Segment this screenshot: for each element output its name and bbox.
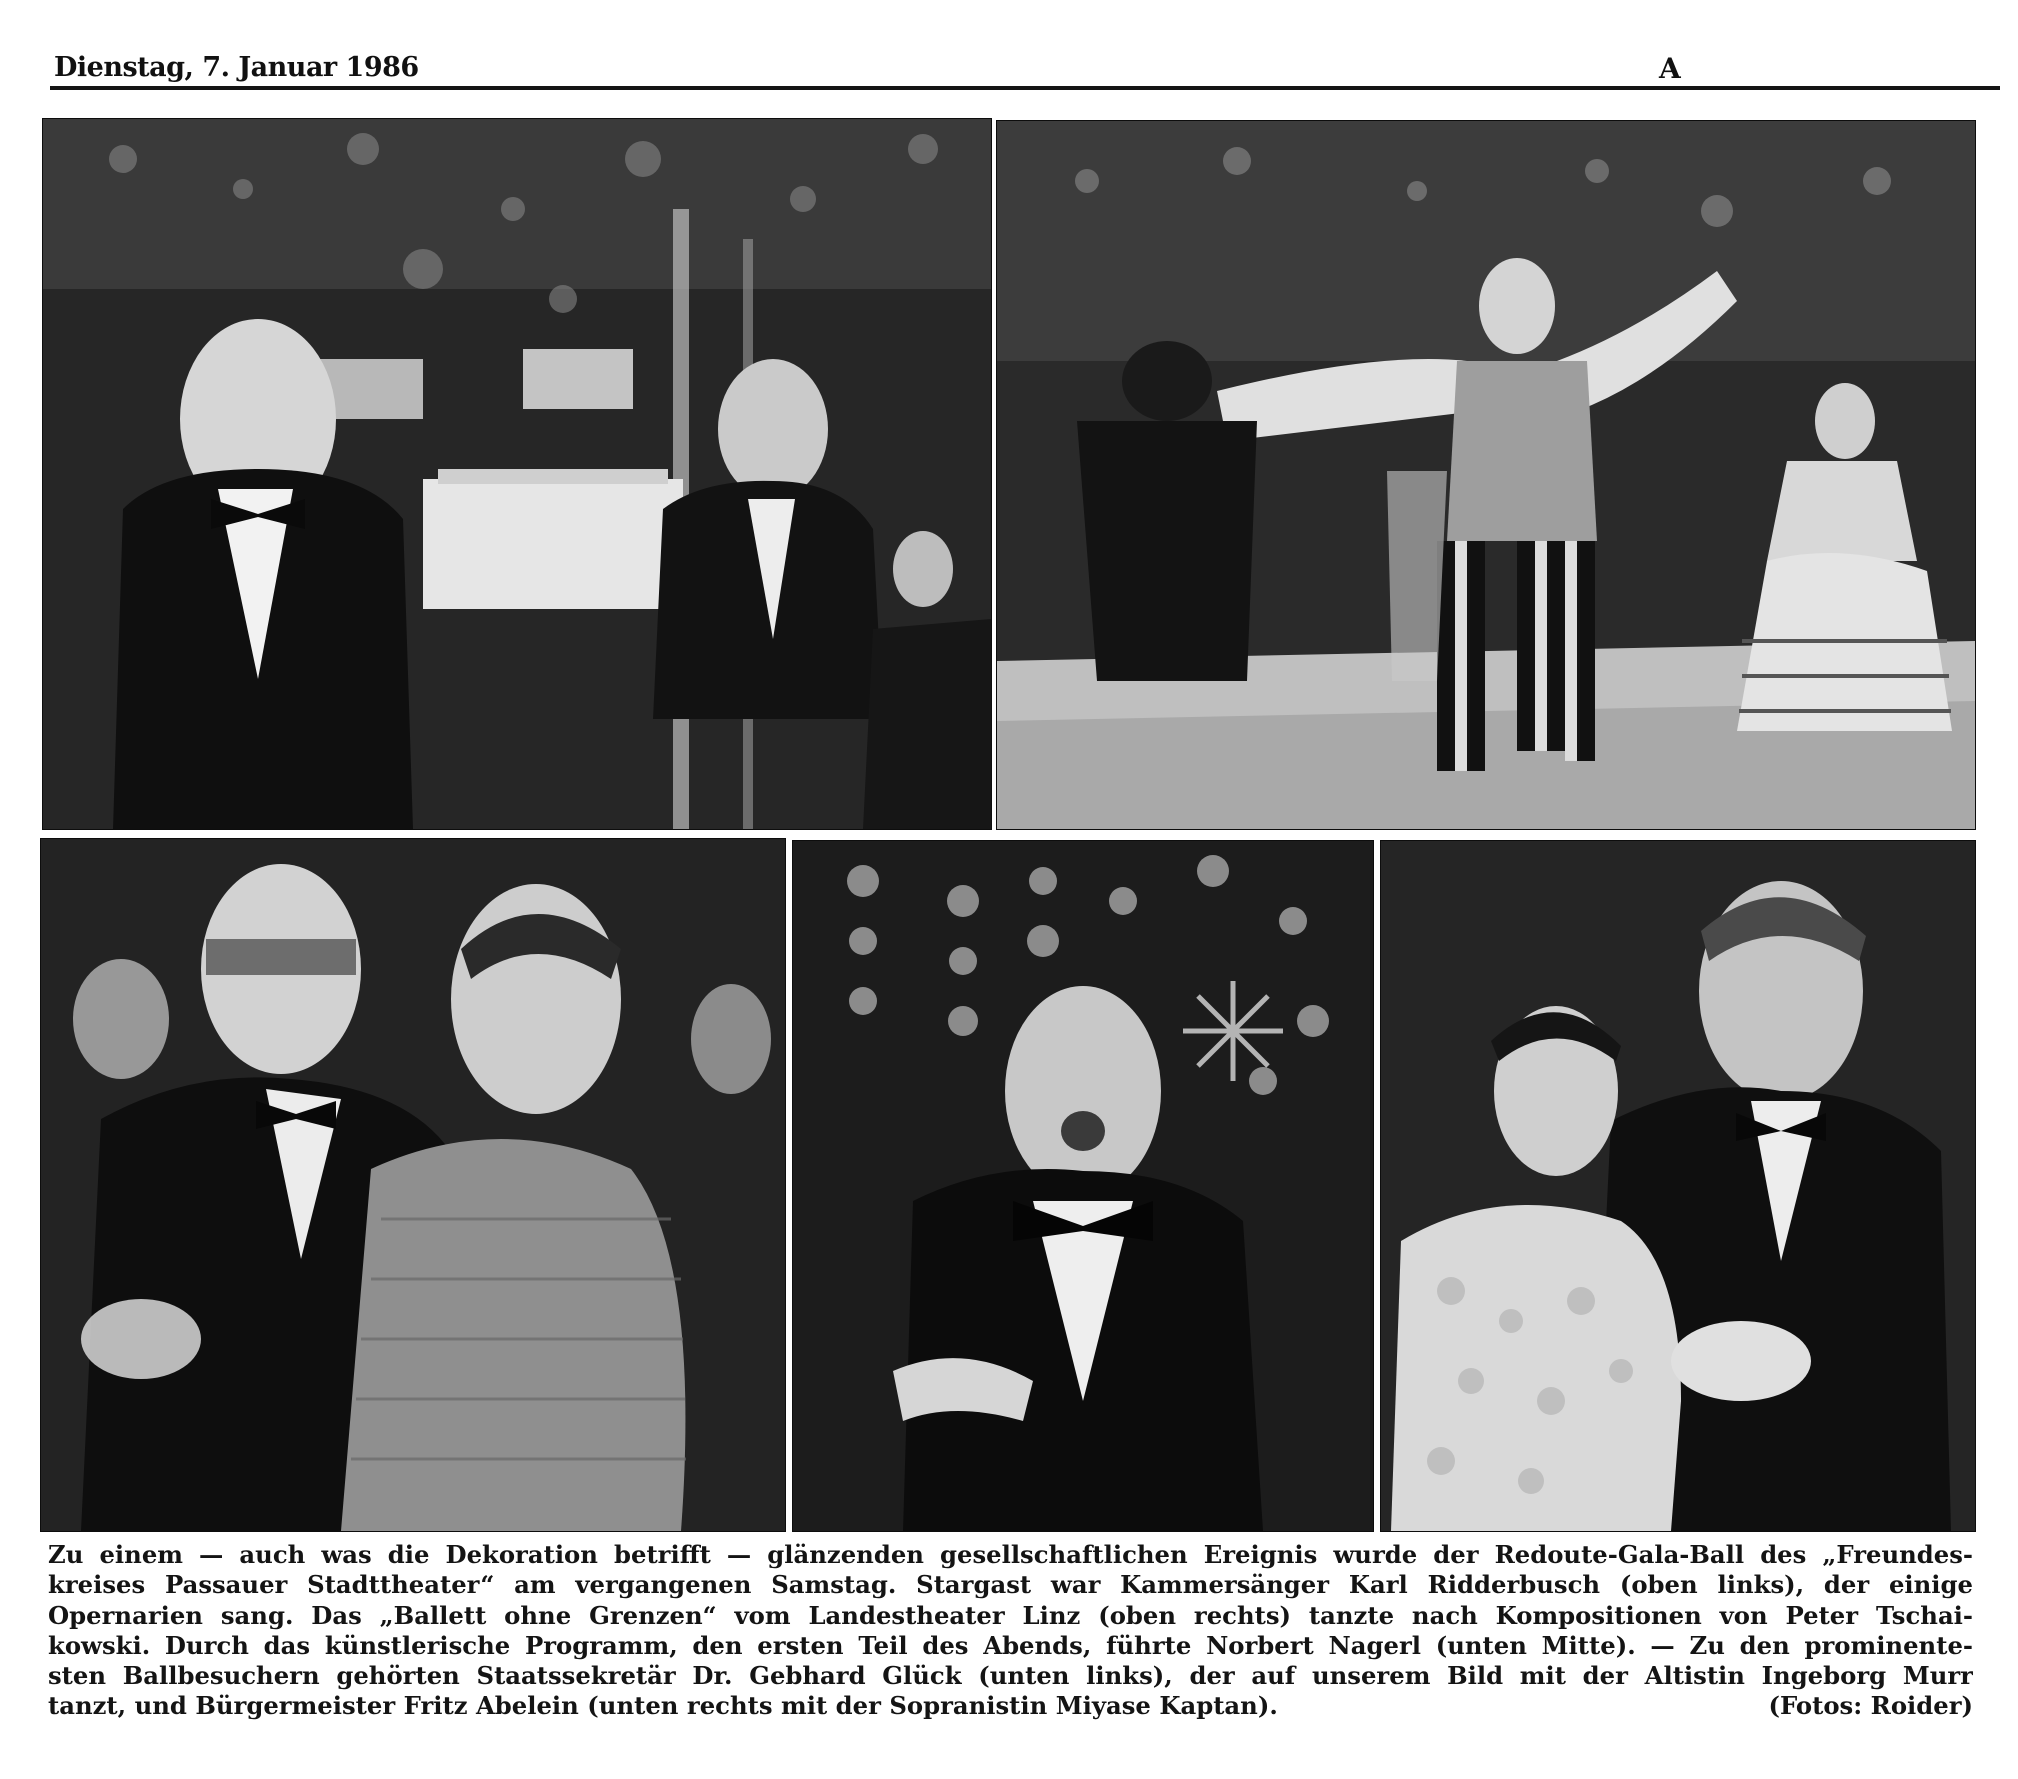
photo-bottom-left — [40, 838, 786, 1532]
photo-credit: (Fotos: Roider) — [1768, 1691, 1973, 1721]
caption-last-line — [48, 1691, 1973, 1721]
photo-bottom-right — [1380, 840, 1976, 1532]
caption-line: tanzt, und Bürgermeister Fritz Abelein (unten rechts mit der Sopranistin Miyase Kaptan). — [48, 1691, 1278, 1721]
header-date: Dienstag, 7. Januar 1986 — [54, 52, 419, 83]
photo-bottom-middle — [792, 840, 1374, 1532]
photo-top-left — [42, 118, 992, 830]
caption-line: sten Ballbesuchern gehörten Staatssekretär Dr. Gebhard Glück (unten links), der auf unserem Bild mit der Altistin Ingeborg Murr — [48, 1661, 1973, 1691]
caption-line: Zu einem — auch was die Dekoration betrifft — glänzenden gesellschaftlichen Ereignis wurde der Redoute-Gala-Ball des „Freundes- — [48, 1540, 1973, 1569]
header-rule — [50, 86, 2000, 90]
caption-line: Opernarien sang. Das „Ballett ohne Grenzen“ vom Landestheater Linz (oben rechts) tanzte nach Kompositionen von Peter Tschai- — [48, 1600, 1973, 1630]
header-edition: A — [1659, 52, 1681, 85]
caption-line: kreises Passauer Stadttheater“ am vergangenen Samstag. Stargast war Kammersänger Karl Ridderbusch (oben links), der einige — [48, 1570, 1973, 1600]
photo-caption — [48, 1540, 1973, 1722]
caption-line: kowski. Durch das künstlerische Programm, den ersten Teil des Abends, führte Norbert Nagerl (unten Mitte). — Zu den prominente- — [48, 1630, 1973, 1660]
photo-top-right — [996, 120, 1976, 830]
